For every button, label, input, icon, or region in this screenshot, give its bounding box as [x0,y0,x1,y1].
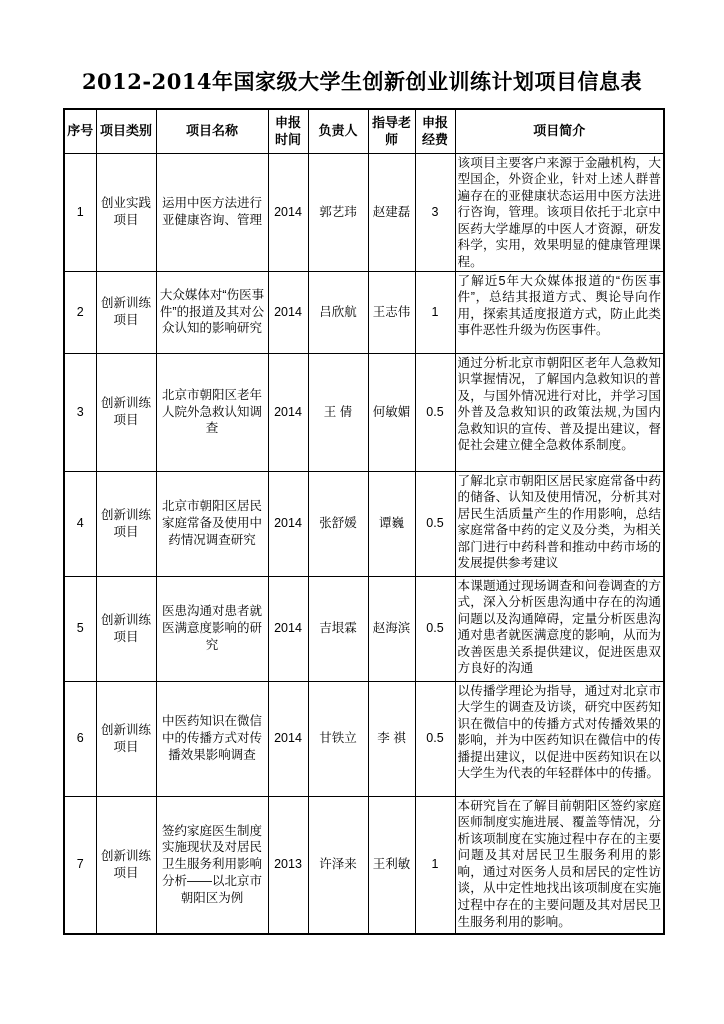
header-fund: 申报经费 [415,109,455,153]
cell-project-name: 签约家庭医生制度实施现状及对居民卫生服务利用影响分析——以北京市朝阳区为例 [156,796,268,934]
cell-leader: 郭艺玮 [308,153,368,271]
cell-year: 2014 [268,576,308,681]
cell-no: 7 [64,796,96,934]
cell-no: 1 [64,153,96,271]
cell-leader: 王 倩 [308,353,368,471]
cell-advisor: 赵建磊 [368,153,415,271]
table-row [64,353,664,471]
cell-project-name: 医患沟通对患者就医满意度影响的研究 [156,576,268,681]
cell-project-name: 中医药知识在微信中的传播方式对传播效果影响调查 [156,681,268,796]
table-row [64,153,664,271]
cell-fund: 0.5 [415,471,455,576]
table-row [64,471,664,576]
table-row [64,681,664,796]
cell-brief [455,353,664,471]
brief-text: 本课题通过现场调查和问卷调查的方式，深入分析医患沟通中存在的沟通问题以及沟通障碍，定量分析医患沟通对患者就医满意度的影响，从而为改善医患关系提供建议，促进医患双方良好的沟通 [457,578,661,676]
cell-advisor: 何敏媚 [368,353,415,471]
table-row [64,576,664,681]
cell-leader: 张舒媛 [308,471,368,576]
table-row [64,796,664,934]
cell-category: 创新训练项目 [96,271,156,353]
cell-advisor: 谭巍 [368,471,415,576]
table-row [64,271,664,353]
cell-year: 2014 [268,471,308,576]
cell-project-name: 北京市朝阳区居民家庭常备及使用中药情况调查研究 [156,471,268,576]
cell-no: 5 [64,576,96,681]
cell-project-name: 大众媒体对“伤医事件”的报道及其对公众认知的影响研究 [156,271,268,353]
cell-fund: 0.5 [415,681,455,796]
cell-advisor: 王志伟 [368,271,415,353]
cell-advisor: 李 祺 [368,681,415,796]
cell-brief [455,153,664,271]
project-info-table [63,108,665,935]
cell-brief [455,271,664,353]
cell-year: 2014 [268,271,308,353]
cell-no: 6 [64,681,96,796]
cell-fund: 1 [415,796,455,934]
brief-text: 以传播学理论为指导，通过对北京市大学生的调查及访谈，研究中医药知识在微信中的传播方式对传播效果的影响，并为中医药知识在微信中的传播提出建议，以促进中医药知识在以大学生为代表的年轻群体中的传播。 [457,683,661,781]
cell-project-name: 运用中医方法进行亚健康咨询、管理 [156,153,268,271]
cell-fund: 1 [415,271,455,353]
cell-brief [455,681,664,796]
page-title: 2012-2014年国家级大学生创新创业训练计划项目信息表 [81,69,643,94]
cell-leader: 甘铁立 [308,681,368,796]
cell-category: 创新训练项目 [96,796,156,934]
cell-brief [455,796,664,934]
cell-leader: 吉垠霖 [308,576,368,681]
cell-no: 2 [64,271,96,353]
cell-category: 创新训练项目 [96,681,156,796]
brief-text: 该项目主要客户来源于金融机构，大型国企，外资企业，针对上述人群普遍存在的亚健康状态运用中医方法进行咨询，管理。该项目依托于北京中医药大学雄厚的中医人才资源，研发科学，实用，效果明显的健康管理课程。 [457,155,661,269]
brief-text: 通过分析北京市朝阳区老年人急救知识掌握情况，了解国内急救知识的普及，与国外情况进行对比，并学习国外普及急救知识的政策法规,为国内急救知识的宣传、普及提出建议，督促社会建立健全急救体系制度。 [457,355,661,453]
header-no: 序号 [64,109,96,153]
cell-no: 3 [64,353,96,471]
cell-year: 2014 [268,153,308,271]
brief-text: 了解近5年大众媒体报道的“伤医事件”，总结其报道方式、舆论导向作用，探索其适度报道方式，防止此类事件恶性升级为伤医事件。 [457,273,661,338]
cell-advisor: 王利敏 [368,796,415,934]
cell-year: 2014 [268,681,308,796]
cell-category: 创业实践项目 [96,153,156,271]
cell-category: 创新训练项目 [96,471,156,576]
cell-no: 4 [64,471,96,576]
cell-fund: 0.5 [415,576,455,681]
cell-fund: 0.5 [415,353,455,471]
cell-brief [455,576,664,681]
brief-text: 了解北京市朝阳区居民家庭常备中药的储备、认知及使用情况，分析其对居民生活质量产生的作用影响，总结家庭常备中药的定义及分类，为相关部门进行中药科普和推动中药市场的发展提供参考建议 [457,473,661,571]
cell-category: 创新训练项目 [96,576,156,681]
cell-year: 2014 [268,353,308,471]
header-leader: 负责人 [308,109,368,153]
header-advisor: 指导老师 [368,109,415,153]
cell-fund: 3 [415,153,455,271]
table-header-row [64,109,664,153]
cell-category: 创新训练项目 [96,353,156,471]
header-brief: 项目简介 [455,109,664,153]
brief-text: 本研究旨在了解目前朝阳区签约家庭医师制度实施进展、覆盖等情况，分析该项制度在实施过程中存在的主要问题及其对居民卫生服务利用的影响，通过对医务人员和居民的定性访谈，从中定性地找出该项制度在实施过程中存在的主要问题及其对居民卫生服务利用的影响。 [457,798,661,929]
cell-brief [455,471,664,576]
cell-leader: 许泽来 [308,796,368,934]
cell-advisor: 赵海滨 [368,576,415,681]
cell-project-name: 北京市朝阳区老年人院外急救认知调查 [156,353,268,471]
header-year: 申报时间 [268,109,308,153]
header-category: 项目类别 [96,109,156,153]
header-project-name: 项目名称 [156,109,268,153]
cell-leader: 吕欣航 [308,271,368,353]
cell-year: 2013 [268,796,308,934]
